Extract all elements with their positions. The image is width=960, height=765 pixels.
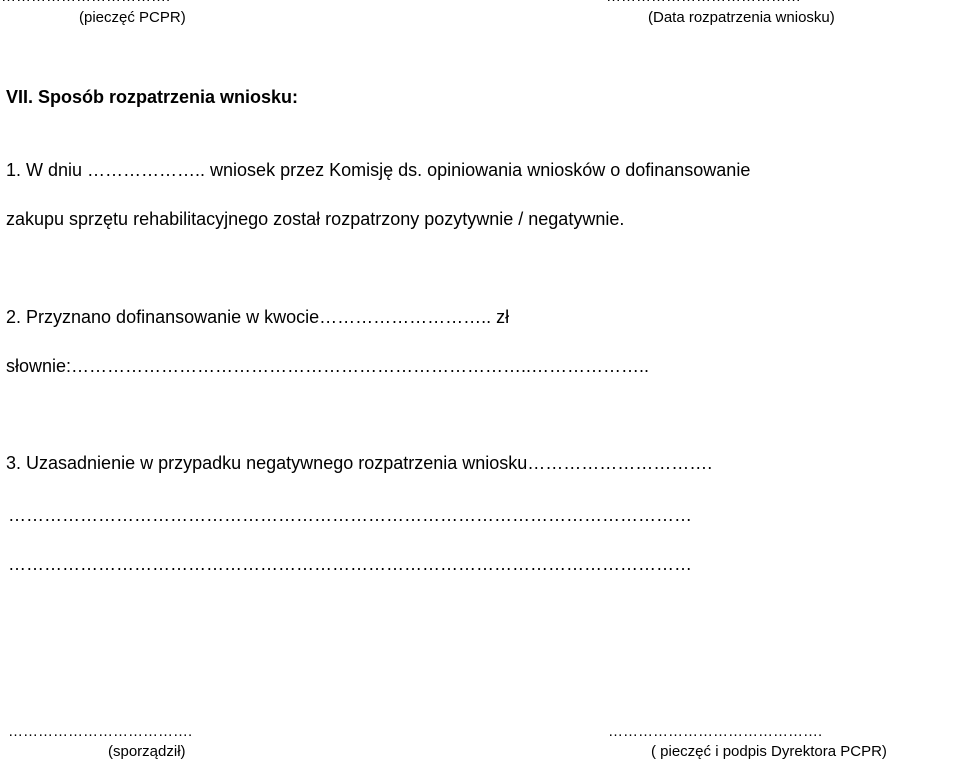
prepared-by-dotted-line: ………………………………. [8,723,193,740]
section-title: VII. Sposób rozpatrzenia wniosku: [6,87,299,107]
item3-dotted-line-2: …………………………………………………………………………………………………… [8,554,692,574]
stamp-label: (pieczęć PCPR) [79,9,186,26]
item1-line2: zakupu sprzętu rehabilitacyjnego został rozpatrzony pozytywnie / negatywnie. [6,209,625,229]
stamp-dotted-line [1,0,170,5]
item1-line1: 1. W dniu ……………….. wniosek przez Komisję ds. opiniowania wniosków o dofinansowanie [6,160,751,180]
director-signature-dotted-line: ……………………………………. [608,723,823,740]
director-signature-label: ( pieczęć i podpis Dyrektora PCPR) [651,743,887,760]
date-label: (Data rozpatrzenia wniosku) [648,9,835,26]
prepared-by-label: (sporządził) [108,743,186,760]
date-dotted-line [606,0,801,5]
item3-justification-line: 3. Uzasadnienie w przypadku negatywnego rozpatrzenia wniosku…………………………. [6,453,713,473]
item2-words-line: słownie:…………………………………………………………………..……………….. [6,356,650,376]
item3-dotted-line-1: …………………………………………………………………………………………………… [8,505,692,525]
item2-amount-line: 2. Przyznano dofinansowanie w kwocie……………………….. zł [6,307,510,327]
